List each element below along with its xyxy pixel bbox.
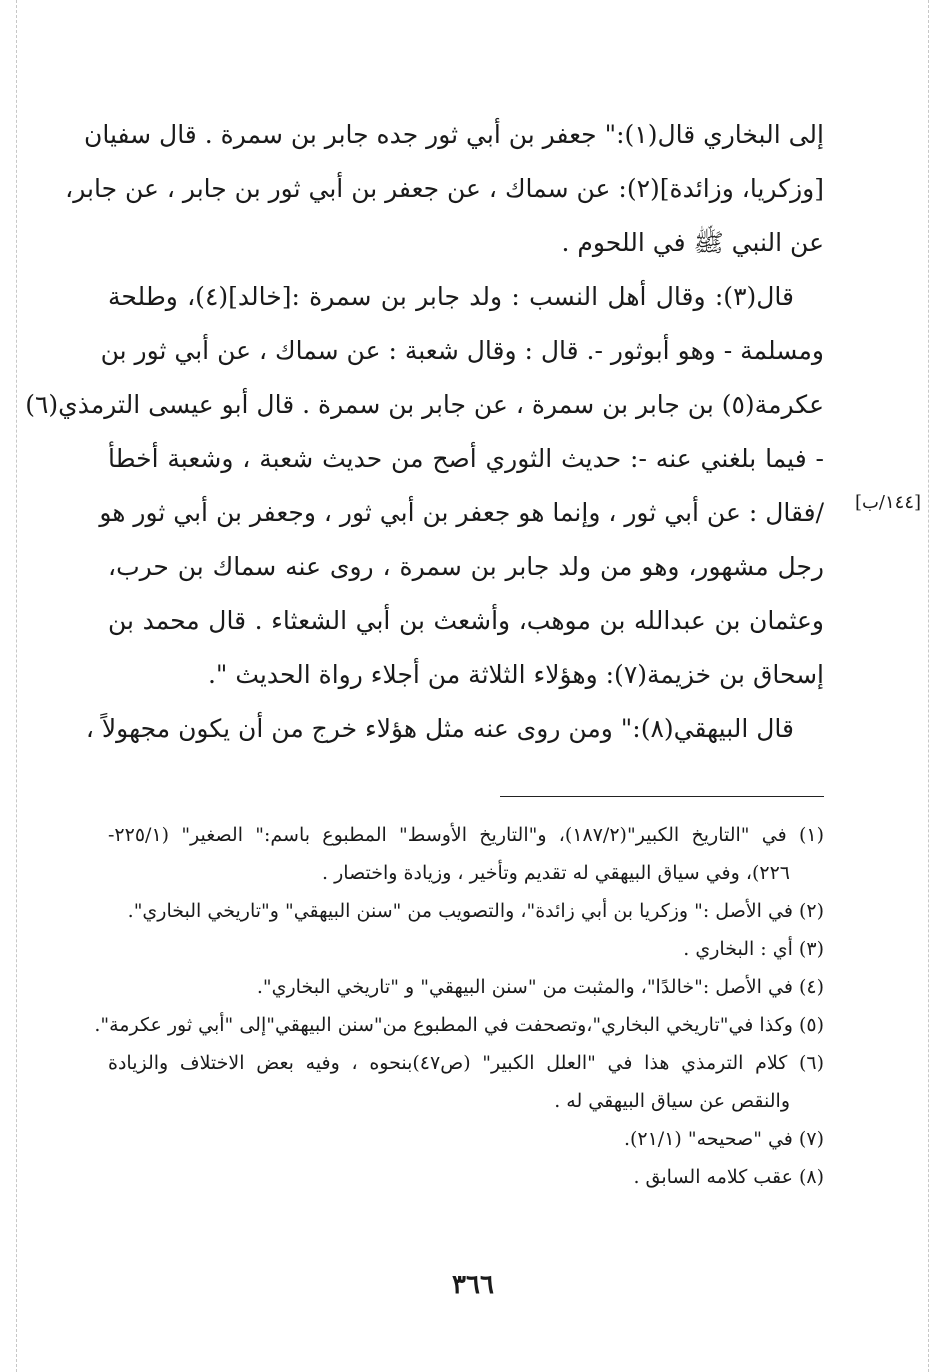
guide-line-left (16, 0, 17, 1372)
footnote-line: (٤) في الأصل :"خالدًا"، والمثبت من "سنن البيهقي" و "تاريخي البخاري". (256, 976, 824, 998)
footnote-line: (١) في "التاريخ الكبير"(١٨٧/٢)، و"التاريخ الأوسط" المطبوع باسم:" الصغير" (٢٢٥/١- (108, 824, 824, 846)
text-line: /فقال : عن أبي ثور ، وإنما هو جعفر بن أبي ثور ، وجعفر بن أبي ثور هو (99, 498, 824, 527)
footnote-line: (٢) في الأصل :" وزكريا بن أبي زائدة"، والتصويب من "سنن البيهقي" و"تاريخي البخاري". (127, 900, 824, 922)
text-line: إلى البخاري قال(١):" جعفر بن أبي ثور جده جابر بن سمرة . قال سفيان (83, 120, 824, 149)
text-line: قال البيهقي(٨):" ومن روى عنه مثل هؤلاء خرج من أن يكون مجهولاً ، (85, 714, 794, 743)
footnote-line: (٥) وكذا في"تاريخي البخاري"،وتصحفت في المطبوع من"سنن البيهقي"إلى "أبي ثور عكرمة". (94, 1014, 824, 1036)
guide-line-right (928, 0, 929, 1372)
text-line: قال(٣): وقال أهل النسب : ولد جابر بن سمرة :[خالد](٤)، وطلحة (108, 282, 795, 311)
text-line: عن النبي ﷺ في اللحوم . (561, 228, 824, 257)
text-line: [وزكريا، وزائدة](٢): عن سماك ، عن جعفر بن أبي ثور بن جابر ، عن جابر، (65, 174, 824, 203)
footnote-line: (٨) عقب كلامه السابق . (633, 1166, 824, 1188)
footnote-separator (500, 796, 824, 797)
footnote-line: (٧) في "صحيحه" (٢١/١). (623, 1128, 824, 1150)
footnote-line: (٣) أي : البخاري . (683, 938, 824, 960)
footnote-line: والنقص عن سياق البيهقي له . (554, 1090, 790, 1112)
folio-margin-note: [١٤٤/ب] (854, 492, 922, 513)
text-line: رجل مشهور، وهو من ولد جابر بن سمرة ، روى عنه سماك بن حرب، (108, 552, 824, 581)
text-line: عكرمة(٥) بن جابر بن سمرة ، عن جابر بن سمرة . قال أبو عيسى الترمذي(٦) (25, 390, 824, 419)
text-line: إسحاق بن خزيمة(٧): وهؤلاء الثلاثة من أجلاء رواة الحديث ". (207, 660, 824, 689)
footnotes (94, 816, 824, 1196)
text-line: وعثمان بن عبدالله بن موهب، وأشعث بن أبي الشعثاء . قال محمد بن (108, 606, 824, 635)
footnote-line: (٦) كلام الترمذي هذا في "العلل الكبير" (ص٤٧)بنحوه ، وفيه بعض الاختلاف والزيادة (108, 1052, 824, 1074)
text-line: ومسلمة - وهو أبوثور -. قال : وقال شعبة : عن سماك ، عن أبي ثور بن (100, 336, 824, 365)
footnote-line: ٢٢٦)، وفي سياق البيهقي له تقديم وتأخير ، وزيادة واختصار . (322, 862, 790, 884)
page-number: ٣٦٦ (452, 1270, 494, 1300)
text-line: - فيما بلغني عنه -: حديث الثوري أصح من حديث شعبة ، وشعبة أخطأ (108, 444, 824, 473)
main-text (25, 108, 824, 756)
